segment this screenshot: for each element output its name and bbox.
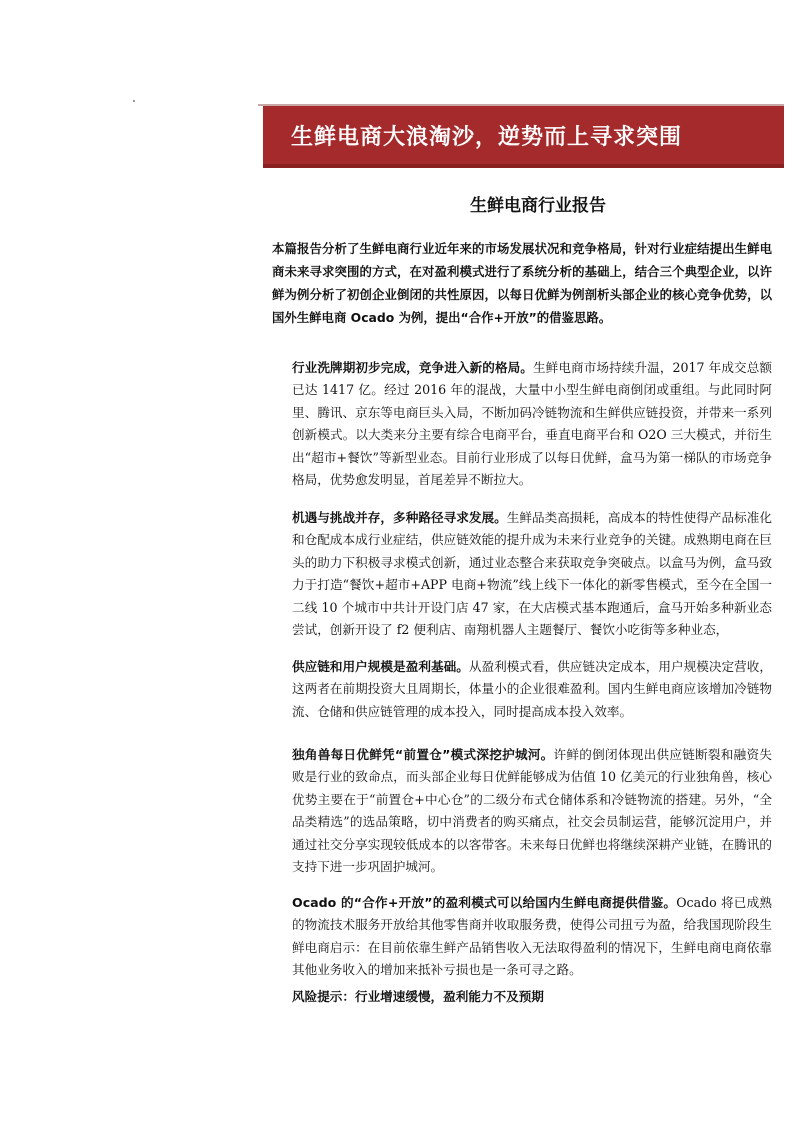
section-body: Ocado 将已成熟的物流技术服务开放给其他零售商并收取服务费，使得公司扭亏为盈，给我国现阶段生鲜电商启示：在目前依靠生鲜产品销售收入无法取得盈利的情况下，生鲜电商电商依靠其他业务收入的增加来抵补亏损也是一条可寻之路。 bbox=[292, 895, 772, 978]
section-lead: 供应链和用户规模是盈利基础。 bbox=[292, 659, 469, 674]
abstract-paragraph: 本篇报告分析了生鲜电商行业近年来的市场发展状况和竞争格局，针对行业症结提出生鲜电商未来寻求突围的方式，在对盈利模式进行了系统分析的基础上，结合三个典型企业，以许鲜为例分析了初创企业倒闭的共性原因，以每日优鲜为例剖析头部企业的核心竞争优势，以国外生鲜电商 Ocado 为例，提出“合作+开放”的借鉴思路。 bbox=[272, 241, 772, 325]
title-banner bbox=[263, 106, 784, 168]
section-body: 生鲜电商市场持续升温，2017 年成交总额已达 1417 亿。经过 2016 年的混战，大量中小型生鲜电商倒闭或重组。与此同时阿里、腾讯、京东等电商巨头入局，不断加码冷链物流和生鲜供应链投资，并带来一系列创新模式。以大类来分主要有综合电商平台，垂直电商平台和 O2O 三大模式，并衍生出“超市+餐饮”等新型业态。目前行业形成了以每日优鲜，盒马为第一梯队的市场竞争格局，优势愈发明显，首尾差异不断拉大。 bbox=[292, 360, 772, 488]
section-body: 生鲜品类高损耗，高成本的特性使得产品标准化和仓配成本成行业症结，供应链效能的提升成为未来行业竞争的关键。成熟期电商在巨头的助力下积极寻求模式创新，通过业态整合来获取竞争突破点。以盒马为例，盒马致力于打造“餐饮+超市+APP 电商+物流”线上线下一体化的新零售模式，至今在全国一二线 10 个城市中共计开设门店 47 家，在大店模式基本跑通后，盒马开始多种新业态尝试，创新开设了 f2 便利店、南翔机器人主题餐厅、餐饮小吃街等多种业态， bbox=[292, 510, 773, 638]
section-lead: Ocado 的“合作+开放”的盈利模式可以给国内生鲜电商提供借鉴。 bbox=[292, 895, 677, 910]
section-body: 许鲜的倒闭体现出供应链断裂和融资失败是行业的致命点，而头部企业每日优鲜能够成为估值 10 亿美元的行业独角兽，核心优势主要在于“前置仓+中心仓”的二级分布式仓储体系和冷链物流的搭建。另外，“全品类精选”的选品策略，切中消费者的购买痛点，社交会员制运营，能够沉淀用户，并通过社交分享实现较低成本的以客带客。未来每日优鲜也将继续深耕产业链，在腾讯的支持下进一步巩固护城河。 bbox=[292, 747, 772, 875]
section-paragraph bbox=[292, 892, 772, 982]
section-lead: 独角兽每日优鲜凭“前置仓”模式深挖护城河。 bbox=[292, 747, 554, 762]
section-lead: 机遇与挑战并存，多种路径寻求发展。 bbox=[292, 510, 507, 525]
section-body: 从盈利模式看，供应链决定成本，用户规模决定营收，这两者在前期投资大且周期长，体量小的企业很难盈利。国内生鲜电商应该增加冷链物流、仓储和供应链管理的成本投入，同时提高成本投入效率。 bbox=[292, 659, 773, 719]
section-paragraph bbox=[292, 507, 772, 641]
risk-warning: 风险提示：行业增速缓慢，盈利能力不及预期 bbox=[292, 989, 544, 1004]
section-lead: 行业洗牌期初步完成，竞争进入新的格局。 bbox=[292, 360, 533, 375]
section-paragraph bbox=[292, 656, 772, 723]
banner-title: 生鲜电商大浪淘沙，逆势而上寻求突围 bbox=[291, 125, 683, 150]
section-paragraph bbox=[292, 357, 772, 491]
report-subtitle: 生鲜电商行业报告 bbox=[470, 196, 606, 216]
section-paragraph bbox=[292, 744, 772, 878]
decorative-dot bbox=[133, 100, 135, 102]
